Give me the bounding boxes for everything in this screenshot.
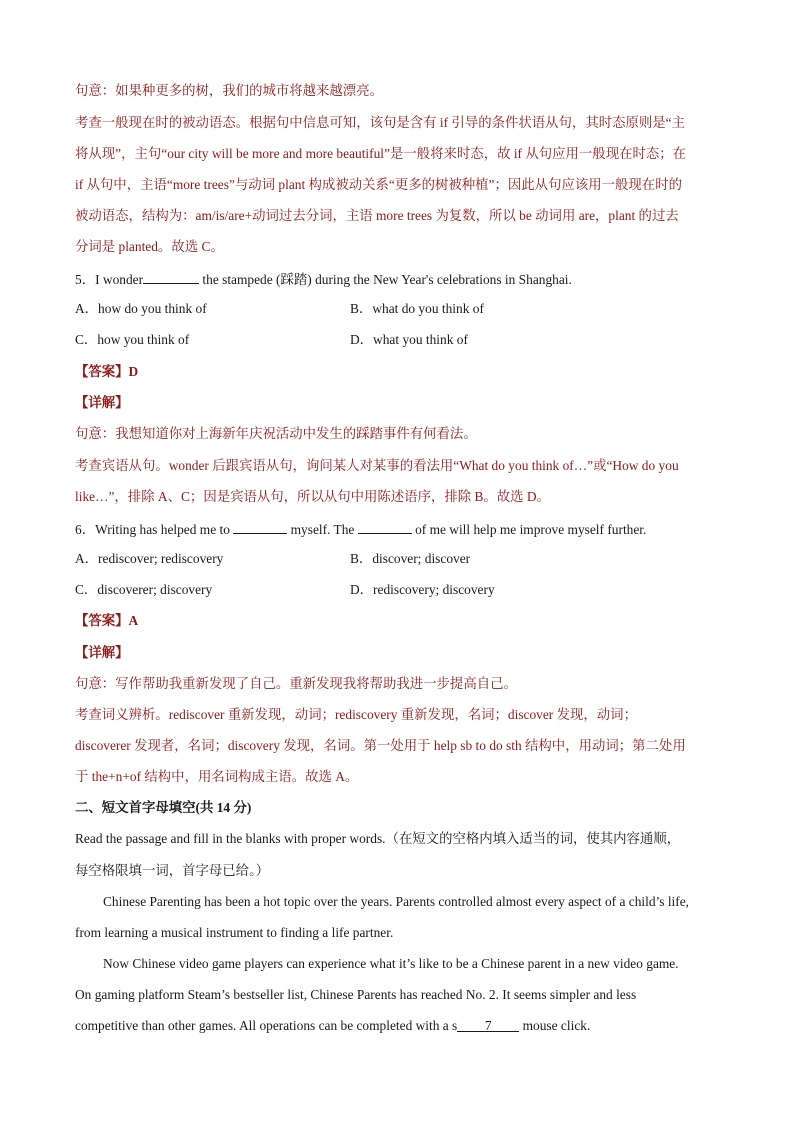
q5-stem-before: 5．I wonder <box>75 272 144 287</box>
q6-stem-a: 6．Writing has helped me to <box>75 522 230 537</box>
q5-stem <box>75 269 572 289</box>
q6-stem-b: myself. The <box>287 522 355 537</box>
passage-line: from learning a musical instrument to finding a life partner. <box>75 925 394 940</box>
q6-detail-label: 【详解】 <box>75 645 129 660</box>
q6-option-c: C．discoverer; discovery <box>75 582 213 597</box>
passage-last-after: mouse click. <box>519 1018 591 1033</box>
q6-analysis-line: 考查词义辨析。rediscover 重新发现，动词；rediscovery 重新发现，名词；discover 发现，动词； <box>75 707 637 722</box>
q5-analysis-line: like…”，排除 A、C；因是宾语从句，所以从句中用陈述语序，排除 B。故选 D。 <box>75 489 550 504</box>
q6-analysis-line: discoverer 发现者，名词；discovery 发现，名词。第一处用于 help sb to do sth 结构中，用动词；第二处用 <box>75 738 686 753</box>
q6-blank-2 <box>358 519 412 534</box>
q5-detail-label: 【详解】 <box>75 395 129 410</box>
passage-line-last <box>75 1017 590 1035</box>
q6-option-a: A．rediscover; rediscovery <box>75 551 224 566</box>
q6-option-b: B．discover; discover <box>350 551 471 566</box>
q5-option-b: B．what do you think of <box>350 301 484 316</box>
q5-answer: 【答案】D <box>75 364 139 379</box>
q6-stem-c: of me will help me improve myself further. <box>411 522 647 537</box>
q6-stem <box>75 519 646 539</box>
q5-analysis-line: 考查宾语从句。wonder 后跟宾语从句，询问某人对某事的看法用“What do you think of…”或“How do you <box>75 458 679 473</box>
part2-instruction-line: Read the passage and fill in the blanks with proper words.（在短文的空格内填入适当的词，使其内容通顺， <box>75 831 681 846</box>
passage-blank-7 <box>457 1017 519 1032</box>
q4-analysis-line: 将从现”，主句“our city will be more and more beautiful”是一般将来时态，故 if 从句应用一般现在时态；在 <box>75 146 687 161</box>
q4-analysis-line: 考查一般现在时的被动语态。根据句中信息可知，该句是含有 if 引导的条件状语从句，其时态原则是“主 <box>75 115 686 130</box>
passage-last-before: competitive than other games. All operations can be completed with a s <box>75 1018 458 1033</box>
q5-option-a: A．how do you think of <box>75 301 207 316</box>
q5-meaning: 句意：我想知道你对上海新年庆祝活动中发生的踩踏事件有何看法。 <box>75 426 477 441</box>
q6-analysis-line: 于 the+n+of 结构中，用名词构成主语。故选 A。 <box>75 769 359 784</box>
passage-line: Now Chinese video game players can experience what it’s like to be a Chinese parent in a new video game. <box>103 956 679 971</box>
q6-answer: 【答案】A <box>75 613 139 628</box>
q5-stem-after: the stampede (踩踏) during the New Year's celebrations in Shanghai. <box>199 272 572 287</box>
q4-meaning: 句意：如果种更多的树，我们的城市将越来越漂亮。 <box>75 83 383 98</box>
q6-option-d: D．rediscovery; discovery <box>350 582 495 597</box>
q5-option-d: D．what you think of <box>350 332 468 347</box>
passage-line: Chinese Parenting has been a hot topic over the years. Parents controlled almost every aspect of a child’s life, <box>103 894 690 909</box>
q5-blank <box>143 269 199 284</box>
q4-analysis-line: 分词是 planted。故选 C。 <box>75 239 224 254</box>
q5-option-c: C．how you think of <box>75 332 190 347</box>
q6-meaning: 句意：写作帮助我重新发现了自己。重新发现我将帮助我进一步提高自己。 <box>75 676 517 691</box>
part2-instruction-line: 每空格限填一词，首字母已给。） <box>75 863 270 878</box>
passage-line: On gaming platform Steam’s bestseller list, Chinese Parents has reached No. 2. It seems simpler and less <box>75 987 637 1002</box>
q4-analysis-line: 被动语态，结构为：am/is/are+动词过去分词，主语 more trees 为复数，所以 be 动词用 are，plant 的过去 <box>75 208 679 223</box>
q4-analysis-line: if 从句中，主语“more trees”与动词 plant 构成被动关系“更多的树被种植”；因此从句应该用一般现在时的 <box>75 177 682 192</box>
blank-number: 7 <box>484 1018 492 1033</box>
q6-blank-1 <box>233 519 287 534</box>
part2-heading: 二、短文首字母填空(共 14 分) <box>75 800 252 815</box>
